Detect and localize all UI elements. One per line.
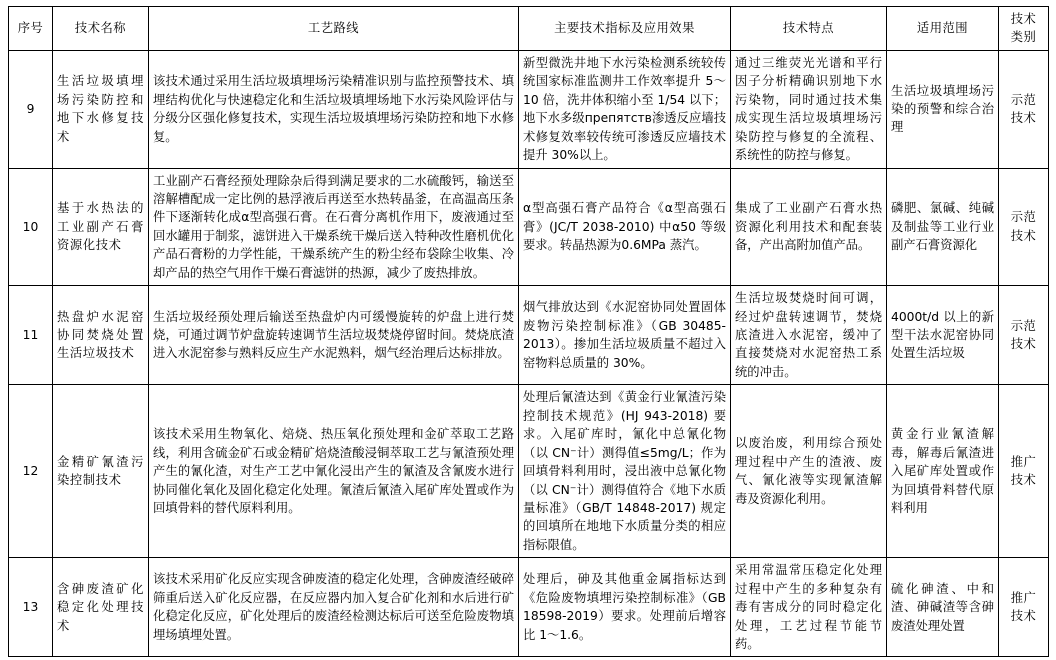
- column-header-type: [999, 7, 1049, 51]
- table-row: [9, 385, 1049, 558]
- row-route: 该技术采用矿化反应实现含砷废渣的稳定化处理，含砷废渣经破碎筛重后送入矿化反应器，在反应器内加入复合矿化剂和水后进行矿化稳定化反应，矿化处理后的废渣经检测达标后可送至危险废物填埋场填埋处置。: [149, 558, 519, 657]
- row-type: [999, 286, 1049, 385]
- row-index: α型高强石膏产品符合《α型高强石膏》(JC/T 2038-2010) 中α50 等级要求。转晶热源为0.6MPa 蒸汽。: [519, 168, 731, 286]
- row-name: 含砷废渣矿化稳定化处理技术: [53, 558, 149, 657]
- row-type-line2: 技术: [1010, 337, 1037, 352]
- row-type: [999, 558, 1049, 657]
- technology-catalog-table: [8, 6, 1049, 657]
- row-name: 生活垃圾填埋场污染防控和地下水修复技术: [53, 50, 149, 168]
- table-row: [9, 558, 1049, 657]
- table-row: [9, 50, 1049, 168]
- column-header-no: 序号: [9, 7, 53, 51]
- table-row: [9, 286, 1049, 385]
- row-feature: 以废治废，利用综合预处理过程中产生的渣液、废气、氰化液等实现氰渣解毒及资源化利用。: [731, 385, 887, 558]
- row-name: 基于水热法的工业副产石膏资源化技术: [53, 168, 149, 286]
- row-type: [999, 385, 1049, 558]
- row-index: 处理后，砷及其他重金属指标达到《危险废物填埋污染控制标准》（GB 18598-2019）要求。处理前后增容比 1～1.6。: [519, 558, 731, 657]
- row-no: 12: [9, 385, 53, 558]
- row-index: 烟气排放达到《水泥窑协同处置固体废物污染控制标准》（GB 30485-2013）。掺加生活垃圾质量不超过入窑物料总质量的 30%。: [519, 286, 731, 385]
- row-type-line1: 示范: [1010, 92, 1037, 107]
- row-no: 11: [9, 286, 53, 385]
- row-route: 工业副产石膏经预处理除杂后得到满足要求的二水硫酸钙，输送至溶解槽配成一定比例的悬浮液后再送至水热转晶釜，在高温高压条件下逐渐转化成α型高强石膏。在石膏分离机作用下，废液通过至回水罐用于制浆，滤饼进入干燥系统干燥后送入特种改性磨机优化产品石膏粉的力学性能，干燥系统产生的粉尘经布袋除尘收集、冷却产品的热空气用作干燥石膏滤饼的热源，减少了废热排放。: [149, 168, 519, 286]
- row-scope: 生活垃圾填埋场污染的预警和综合治理: [887, 50, 999, 168]
- row-scope: 黄金行业氰渣解毒，解毒后氰渣进入尾矿库处置或作为回填骨料替代原料利用: [887, 385, 999, 558]
- row-index: 新型微洗井地下水污染检测系统较传统国家标准监测井工作效率提升 5～10 倍，洗井体积缩小至 1/54 以下；地下水多级препятств渗透反应墙技术修复效率较传统可渗透反应墙技术提升 30%以上。: [519, 50, 731, 168]
- row-type-line1: 推广: [1010, 590, 1037, 605]
- table-header-row: [9, 7, 1049, 51]
- row-scope: 硫化砷渣、中和渣、砷碱渣等含砷废渣处理处置: [887, 558, 999, 657]
- row-index: 处理后氰渣达到《黄金行业氰渣污染控制技术规范》(HJ 943-2018) 要求。入尾矿库时，氰化中总氰化物（以 CN⁻计）测得值≤5mg/L；作为回填骨料利用时，浸出液中总氰化物（以 CN⁻计）测得值符合《地下水质量标准》（GB/T 14848-2017) 规定的回填所在地地下水质量分类的相应指标限值。: [519, 385, 731, 558]
- row-type-line1: 示范: [1010, 318, 1037, 333]
- column-header-route: 工艺路线: [149, 7, 519, 51]
- row-route: 生活垃圾经预处理后输送至热盘炉内可缓慢旋转的炉盘上进行焚烧，可通过调节炉盘旋转速调节生活垃圾焚烧停留时间。焚烧底渣进入水泥窑参与熟料反应生产水泥熟料，烟气经治理后达标排放。: [149, 286, 519, 385]
- row-type-line1: 示范: [1010, 210, 1037, 225]
- row-feature: 通过三维荧光光谱和平行因子分析精确识别地下水污染物，同时通过技术集成实现生活垃圾填埋场污染防控与修复的全流程、系统性的防控与修复。: [731, 50, 887, 168]
- row-no: 13: [9, 558, 53, 657]
- row-feature: 集成了工业副产石膏水热资源化利用技术和配套装备，产出高附加值产品。: [731, 168, 887, 286]
- row-feature: 生活垃圾焚烧时间可调，经过炉盘转速调节，焚烧底渣进入水泥窑，缓冲了直接焚烧对水泥窑热工系统的冲击。: [731, 286, 887, 385]
- row-type-line2: 技术: [1010, 111, 1037, 126]
- row-type-line2: 技术: [1010, 473, 1037, 488]
- row-feature: 采用常温常压稳定化处理过程中产生的多种复杂有毒有害成分的同时稳定化处理，工艺过程节能节药。: [731, 558, 887, 657]
- row-type: [999, 168, 1049, 286]
- row-name: 热盘炉水泥窑协同焚烧处置生活垃圾技术: [53, 286, 149, 385]
- row-type-line2: 技术: [1010, 228, 1037, 243]
- row-scope: 4000t/d 以上的新型干法水泥窑协同处置生活垃圾: [887, 286, 999, 385]
- row-type: [999, 50, 1049, 168]
- row-type-line2: 技术: [1010, 609, 1037, 624]
- row-no: 10: [9, 168, 53, 286]
- row-scope: 磷肥、氯碱、纯碱及制盐等工业行业副产石膏资源化: [887, 168, 999, 286]
- column-header-scope: 适用范围: [887, 7, 999, 51]
- column-header-type-line2: 类别: [1010, 30, 1037, 45]
- row-route: 该技术通过采用生活垃圾填埋场污染精准识别与监控预警技术、填埋结构优化与快速稳定化和生活垃圾填埋场地下水污染风险评估与分级分区强化修复技术，实现生活垃圾填埋场污染防控和地下水修复。: [149, 50, 519, 168]
- column-header-feature: 技术特点: [731, 7, 887, 51]
- row-type-line1: 推广: [1010, 454, 1037, 469]
- row-route: 该技术采用生物氧化、焙烧、热压氧化预处理和金矿萃取工艺路线，利用含硫金矿石或金精矿焙烧渣酸浸铜萃取工艺与氰渣预处理产生的氰化渣，对生产工艺中氰化浸出产生的氰渣及含氰废水进行协同催化氧化及固化稳定化处理。氰渣后氰渣入尾矿库处置或作为回填骨料的替代原料利用。: [149, 385, 519, 558]
- column-header-index: 主要技术指标及应用效果: [519, 7, 731, 51]
- column-header-name: 技术名称: [53, 7, 149, 51]
- table-row: [9, 168, 1049, 286]
- row-name: 金精矿氰渣污染控制技术: [53, 385, 149, 558]
- row-no: 9: [9, 50, 53, 168]
- column-header-type-line1: 技术: [1010, 12, 1037, 26]
